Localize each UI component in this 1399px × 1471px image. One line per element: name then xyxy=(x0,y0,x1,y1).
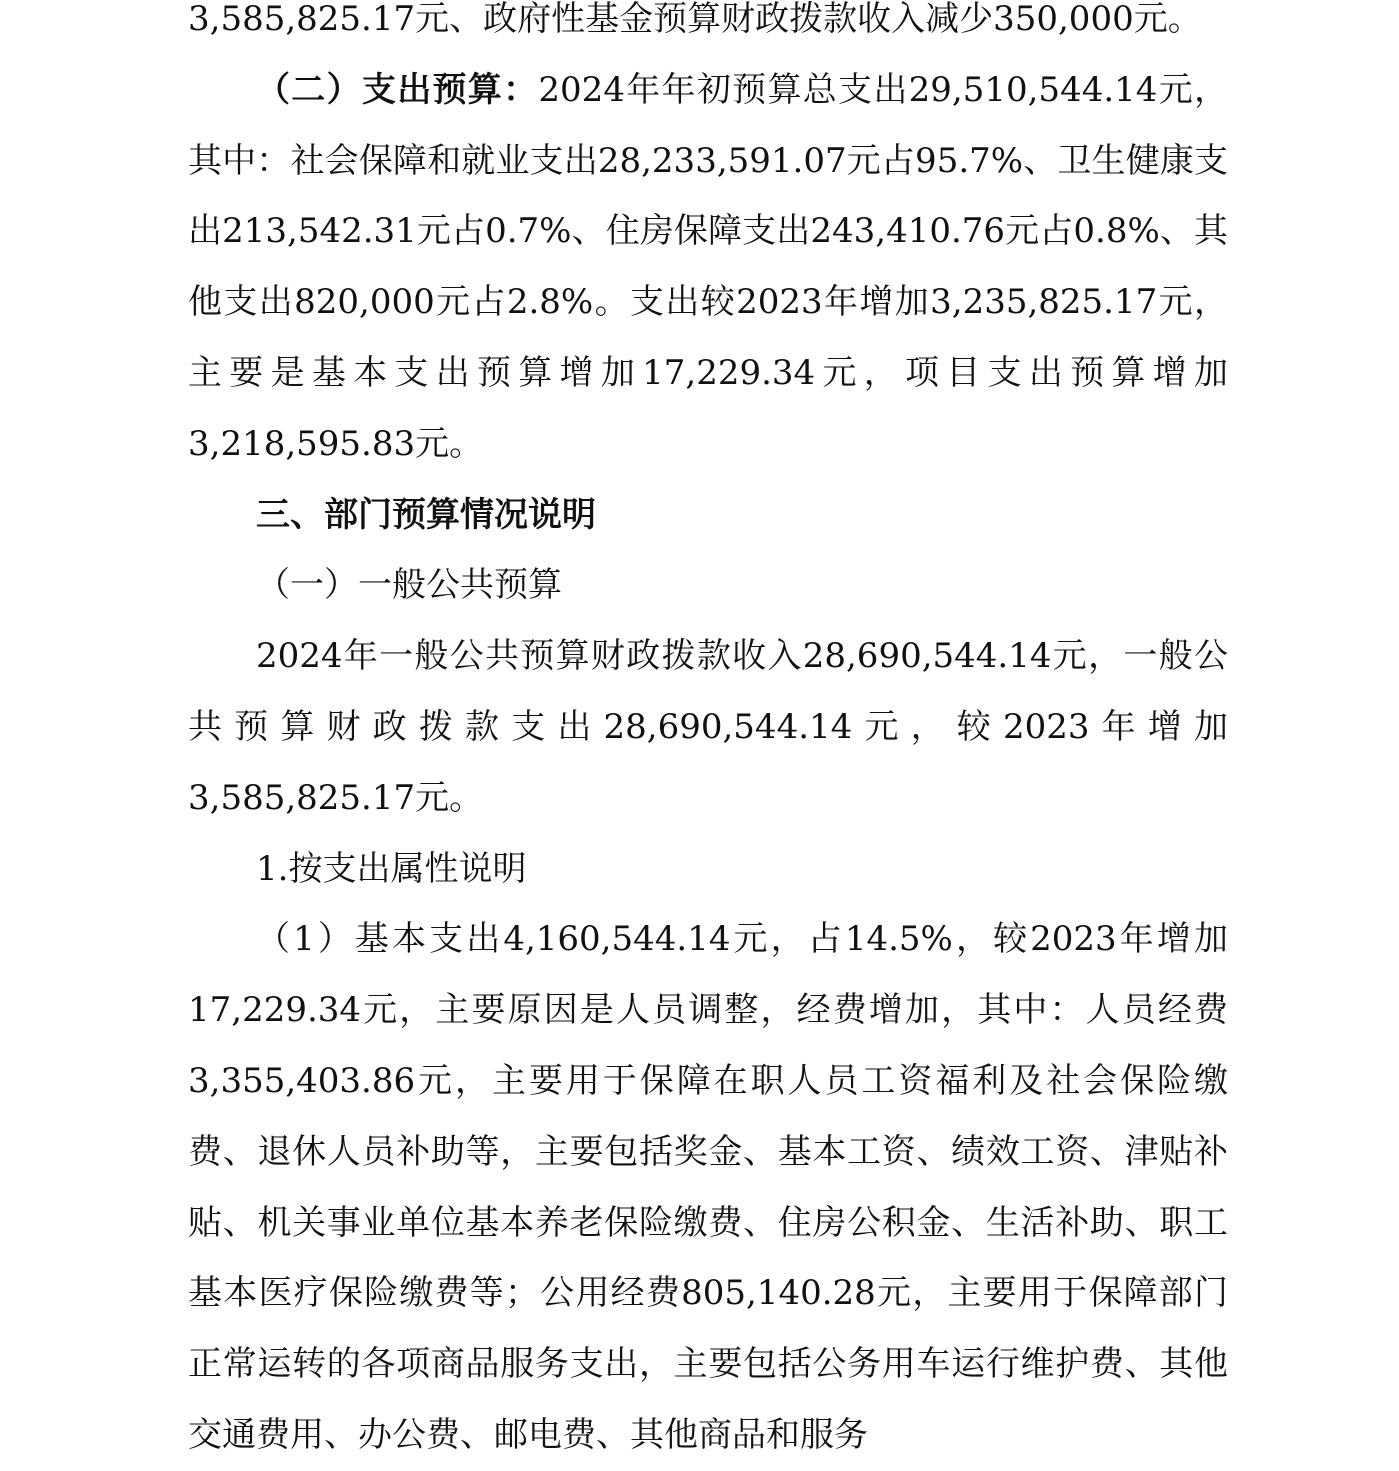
expense-budget-label: （二）支出预算： xyxy=(256,69,539,110)
paragraph-basic-expense: （1）基本支出4,160,544.14元，占14.5%，较2023年增加17,229.34元，主要原因是人员调整，经费增加，其中：人员经费3,355,403.86元，主要用于保障在职人员工资福利及社会保险缴费、退休人员补助等，主要包括奖金、基本工资、绩效工资、津贴补贴、机关事业单位基本养老保险缴费、住房公积金、生活补助、职工基本医疗保险缴费等；公用经费805,140.28元，主要用于保障部门正常运转的各项商品服务支出，主要包括公务用车运行维护费、其他交通费用、办公费、邮电费、其他商品和服务 xyxy=(188,919,1228,1455)
paragraph-expense-budget xyxy=(188,55,1228,480)
paragraph-general-budget: 2024年一般公共预算财政拨款收入28,690,544.14元，一般公共预算财政拨款支出28,690,544.14元，较2023年增加3,585,825.17元。 xyxy=(188,636,1228,818)
section-heading-department-budget: 三、部门预算情况说明 xyxy=(256,494,596,535)
item-heading-by-expense-attribute: 1.按支出属性说明 xyxy=(256,848,527,889)
subsection-heading-general-budget: （一）一般公共预算 xyxy=(256,565,562,606)
expense-budget-text: 2024年年初预算总支出29,510,544.14元，其中：社会保障和就业支出28,233,591.07元占95.7%、卫生健康支出213,542.31元占0.7%、住房保障支出243,410.76元占0.8%、其他支出820,000元占2.8%。支出较2023年增加3,235,825.17元，主要是基本支出预算增加17,229.34元，项目支出预算增加3,218,595.83元。 xyxy=(188,69,1229,464)
document-body xyxy=(188,0,1228,1471)
paragraph-budget-income-tail: 3,585,825.17元、政府性基金预算财政拨款收入减少350,000元。 xyxy=(188,0,1202,39)
